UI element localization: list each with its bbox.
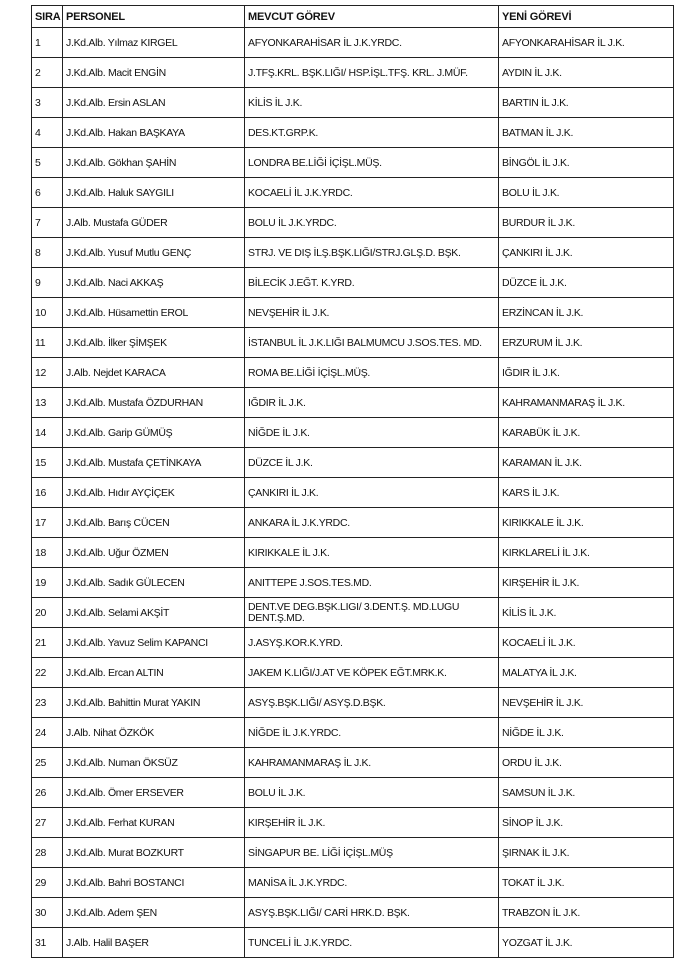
cell-mevcut-gorev: ASYŞ.BŞK.LIĞI/ CARİ HRK.D. BŞK. [245, 898, 499, 928]
cell-yeni-gorev: KARS İL J.K. [499, 478, 674, 508]
cell-mevcut-gorev: JAKEM K.LIĞI/J.AT VE KÖPEK EĞT.MRK.K. [245, 658, 499, 688]
table-row [32, 388, 674, 418]
table-row [32, 178, 674, 208]
cell-mevcut-gorev: BOLU İL J.K. [245, 778, 499, 808]
cell-personel: J.Kd.Alb. Ersin ASLAN [63, 88, 245, 118]
cell-yeni-gorev: IĞDIR İL J.K. [499, 358, 674, 388]
cell-yeni-gorev: BATMAN İL J.K. [499, 118, 674, 148]
table-row [32, 28, 674, 58]
cell-personel: J.Kd.Alb. Ferhat KURAN [63, 808, 245, 838]
cell-personel: J.Kd.Alb. Ercan ALTIN [63, 658, 245, 688]
cell-sira: 3 [32, 88, 63, 118]
cell-personel: J.Kd.Alb. Yılmaz KIRGEL [63, 28, 245, 58]
table-row [32, 268, 674, 298]
cell-yeni-gorev: NEVŞEHİR İL J.K. [499, 688, 674, 718]
cell-yeni-gorev: KIRŞEHİR İL J.K. [499, 568, 674, 598]
cell-yeni-gorev: ERZİNCAN İL J.K. [499, 298, 674, 328]
cell-yeni-gorev: TRABZON İL J.K. [499, 898, 674, 928]
cell-personel: J.Kd.Alb. Uğur ÖZMEN [63, 538, 245, 568]
cell-personel: J.Kd.Alb. İlker ŞİMŞEK [63, 328, 245, 358]
cell-mevcut-gorev: NİĞDE İL J.K. [245, 418, 499, 448]
table-row [32, 148, 674, 178]
cell-yeni-gorev: ŞIRNAK İL J.K. [499, 838, 674, 868]
cell-sira: 14 [32, 418, 63, 448]
header-sira: SIRA [32, 6, 63, 28]
cell-mevcut-gorev: LONDRA BE.LİĞİ İÇİŞL.MÜŞ. [245, 148, 499, 178]
cell-sira: 16 [32, 478, 63, 508]
cell-personel: J.Kd.Alb. Hıdır AYÇİÇEK [63, 478, 245, 508]
table-row [32, 418, 674, 448]
cell-mevcut-gorev: İSTANBUL İL J.K.LIĞI BALMUMCU J.SOS.TES. MD. [245, 328, 499, 358]
cell-sira: 2 [32, 58, 63, 88]
cell-mevcut-gorev: IĞDIR İL J.K. [245, 388, 499, 418]
cell-sira: 5 [32, 148, 63, 178]
table-row [32, 598, 674, 628]
cell-yeni-gorev: KIRKLARELİ İL J.K. [499, 538, 674, 568]
cell-personel: J.Alb. Mustafa GÜDER [63, 208, 245, 238]
cell-mevcut-gorev: ANITTEPE J.SOS.TES.MD. [245, 568, 499, 598]
cell-mevcut-gorev: DENT.VE DEG.BŞK.LIGI/ 3.DENT.Ş. MD.LUGU DENT.Ş.MD. [245, 598, 499, 628]
table-row [32, 928, 674, 958]
cell-mevcut-gorev: BOLU İL J.K.YRDC. [245, 208, 499, 238]
cell-personel: J.Kd.Alb. Haluk SAYGILI [63, 178, 245, 208]
table-row [32, 868, 674, 898]
cell-yeni-gorev: ÇANKIRI İL J.K. [499, 238, 674, 268]
table-row [32, 508, 674, 538]
cell-sira: 1 [32, 28, 63, 58]
cell-sira: 9 [32, 268, 63, 298]
table-body [32, 28, 674, 958]
table-row [32, 778, 674, 808]
table-row [32, 838, 674, 868]
cell-personel: J.Kd.Alb. Selami AKŞİT [63, 598, 245, 628]
cell-yeni-gorev: DÜZCE İL J.K. [499, 268, 674, 298]
cell-mevcut-gorev: DES.KT.GRP.K. [245, 118, 499, 148]
table-row [32, 628, 674, 658]
cell-personel: J.Kd.Alb. Naci AKKAŞ [63, 268, 245, 298]
table-header [32, 6, 674, 28]
cell-yeni-gorev: TOKAT İL J.K. [499, 868, 674, 898]
cell-mevcut-gorev: ÇANKIRI İL J.K. [245, 478, 499, 508]
cell-personel: J.Kd.Alb. Hakan BAŞKAYA [63, 118, 245, 148]
table-row [32, 208, 674, 238]
cell-mevcut-gorev: AFYONKARAHİSAR İL J.K.YRDC. [245, 28, 499, 58]
cell-mevcut-gorev: STRJ. VE DIŞ İLŞ.BŞK.LIĞI/STRJ.GLŞ.D. BŞK. [245, 238, 499, 268]
cell-personel: J.Kd.Alb. Sadık GÜLECEN [63, 568, 245, 598]
cell-mevcut-gorev: KIRŞEHİR İL J.K. [245, 808, 499, 838]
table-row [32, 658, 674, 688]
cell-personel: J.Kd.Alb. Mustafa ÖZDURHAN [63, 388, 245, 418]
cell-sira: 18 [32, 538, 63, 568]
table-row [32, 298, 674, 328]
table-row [32, 448, 674, 478]
cell-yeni-gorev: AFYONKARAHİSAR İL J.K. [499, 28, 674, 58]
table-row [32, 898, 674, 928]
cell-sira: 24 [32, 718, 63, 748]
cell-personel: J.Kd.Alb. Yusuf Mutlu GENÇ [63, 238, 245, 268]
cell-sira: 8 [32, 238, 63, 268]
cell-sira: 20 [32, 598, 63, 628]
cell-sira: 29 [32, 868, 63, 898]
cell-sira: 27 [32, 808, 63, 838]
cell-mevcut-gorev: KİLİS İL J.K. [245, 88, 499, 118]
cell-personel: J.Kd.Alb. Barış CÜCEN [63, 508, 245, 538]
cell-sira: 7 [32, 208, 63, 238]
table-row [32, 118, 674, 148]
cell-personel: J.Kd.Alb. Garip GÜMÜŞ [63, 418, 245, 448]
cell-personel: J.Kd.Alb. Bahittin Murat YAKIN [63, 688, 245, 718]
cell-yeni-gorev: SİNOP İL J.K. [499, 808, 674, 838]
cell-personel: J.Kd.Alb. Bahri BOSTANCI [63, 868, 245, 898]
cell-mevcut-gorev: NEVŞEHİR İL J.K. [245, 298, 499, 328]
cell-sira: 15 [32, 448, 63, 478]
table-row [32, 808, 674, 838]
cell-mevcut-gorev: ASYŞ.BŞK.LIĞI/ ASYŞ.D.BŞK. [245, 688, 499, 718]
table-row [32, 58, 674, 88]
cell-mevcut-gorev: J.ASYŞ.KOR.K.YRD. [245, 628, 499, 658]
cell-mevcut-gorev: SİNGAPUR BE. LİĞİ İÇİŞL.MÜŞ [245, 838, 499, 868]
cell-yeni-gorev: KİLİS İL J.K. [499, 598, 674, 628]
table-row [32, 238, 674, 268]
table-row [32, 568, 674, 598]
header-mevcut-gorev: MEVCUT GÖREV [245, 6, 499, 28]
cell-personel: J.Alb. Nejdet KARACA [63, 358, 245, 388]
table-row [32, 328, 674, 358]
cell-personel: J.Alb. Nihat ÖZKÖK [63, 718, 245, 748]
cell-sira: 31 [32, 928, 63, 958]
cell-sira: 13 [32, 388, 63, 418]
cell-sira: 26 [32, 778, 63, 808]
header-row [32, 6, 674, 28]
cell-mevcut-gorev: ANKARA İL J.K.YRDC. [245, 508, 499, 538]
table-row [32, 748, 674, 778]
table-row [32, 358, 674, 388]
cell-sira: 28 [32, 838, 63, 868]
cell-mevcut-gorev: KIRIKKALE İL J.K. [245, 538, 499, 568]
cell-sira: 12 [32, 358, 63, 388]
cell-yeni-gorev: BİNGÖL İL J.K. [499, 148, 674, 178]
assignment-table [31, 5, 674, 958]
cell-yeni-gorev: KAHRAMANMARAŞ İL J.K. [499, 388, 674, 418]
cell-personel: J.Kd.Alb. Macit ENGİN [63, 58, 245, 88]
cell-mevcut-gorev: NİĞDE İL J.K.YRDC. [245, 718, 499, 748]
cell-personel: J.Kd.Alb. Numan ÖKSÜZ [63, 748, 245, 778]
header-personel: PERSONEL [63, 6, 245, 28]
cell-yeni-gorev: SAMSUN İL J.K. [499, 778, 674, 808]
cell-mevcut-gorev: TUNCELİ İL J.K.YRDC. [245, 928, 499, 958]
cell-sira: 17 [32, 508, 63, 538]
cell-mevcut-gorev: KAHRAMANMARAŞ İL J.K. [245, 748, 499, 778]
cell-yeni-gorev: KIRIKKALE İL J.K. [499, 508, 674, 538]
cell-personel: J.Kd.Alb. Murat BOZKURT [63, 838, 245, 868]
cell-mevcut-gorev: J.TFŞ.KRL. BŞK.LIĞI/ HSP.İŞL.TFŞ. KRL. J.MÜF. [245, 58, 499, 88]
cell-mevcut-gorev: ROMA BE.LİĞİ İÇİŞL.MÜŞ. [245, 358, 499, 388]
cell-sira: 11 [32, 328, 63, 358]
cell-sira: 25 [32, 748, 63, 778]
cell-yeni-gorev: MALATYA İL J.K. [499, 658, 674, 688]
cell-yeni-gorev: ERZURUM İL J.K. [499, 328, 674, 358]
cell-yeni-gorev: YOZGAT İL J.K. [499, 928, 674, 958]
table-row [32, 688, 674, 718]
cell-yeni-gorev: ORDU İL J.K. [499, 748, 674, 778]
cell-personel: J.Kd.Alb. Hüsamettin EROL [63, 298, 245, 328]
cell-yeni-gorev: KARAMAN İL J.K. [499, 448, 674, 478]
table-row [32, 538, 674, 568]
cell-yeni-gorev: AYDIN İL J.K. [499, 58, 674, 88]
cell-personel: J.Kd.Alb. Adem ŞEN [63, 898, 245, 928]
cell-yeni-gorev: NİĞDE İL J.K. [499, 718, 674, 748]
cell-mevcut-gorev: MANİSA İL J.K.YRDC. [245, 868, 499, 898]
cell-yeni-gorev: KARABÜK İL J.K. [499, 418, 674, 448]
cell-mevcut-gorev: BİLECİK J.EĞT. K.YRD. [245, 268, 499, 298]
cell-mevcut-gorev: KOCAELİ İL J.K.YRDC. [245, 178, 499, 208]
cell-sira: 6 [32, 178, 63, 208]
cell-mevcut-gorev: DÜZCE İL J.K. [245, 448, 499, 478]
cell-personel: J.Kd.Alb. Gökhan ŞAHİN [63, 148, 245, 178]
table-row [32, 478, 674, 508]
header-yeni-gorev: YENİ GÖREVİ [499, 6, 674, 28]
cell-personel: J.Kd.Alb. Yavuz Selim KAPANCI [63, 628, 245, 658]
cell-personel: J.Kd.Alb. Ömer ERSEVER [63, 778, 245, 808]
cell-sira: 21 [32, 628, 63, 658]
cell-sira: 19 [32, 568, 63, 598]
cell-sira: 22 [32, 658, 63, 688]
cell-personel: J.Alb. Halil BAŞER [63, 928, 245, 958]
cell-sira: 30 [32, 898, 63, 928]
cell-yeni-gorev: KOCAELİ İL J.K. [499, 628, 674, 658]
cell-sira: 10 [32, 298, 63, 328]
cell-personel: J.Kd.Alb. Mustafa ÇETİNKAYA [63, 448, 245, 478]
table-row [32, 718, 674, 748]
cell-sira: 4 [32, 118, 63, 148]
table-row [32, 88, 674, 118]
cell-sira: 23 [32, 688, 63, 718]
cell-yeni-gorev: BOLU İL J.K. [499, 178, 674, 208]
cell-yeni-gorev: BARTIN İL J.K. [499, 88, 674, 118]
cell-yeni-gorev: BURDUR İL J.K. [499, 208, 674, 238]
